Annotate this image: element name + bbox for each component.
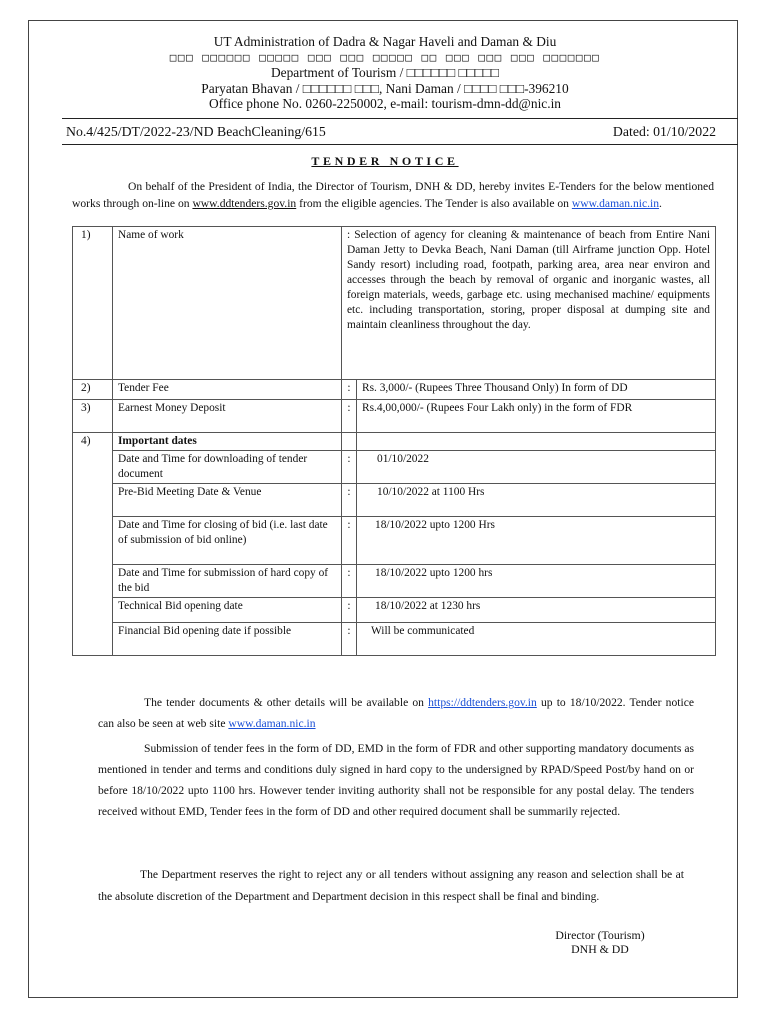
header-line-administration: UT Administration of Dadra & Nagar Haveli and Daman & Diu [213, 34, 557, 49]
row-colon: : [342, 484, 357, 517]
row-number: 3) [73, 400, 113, 433]
table-row [73, 598, 716, 623]
tender-fee-value: Rs. 3,000/- (Rupees Three Thousand Only) In form of DD [357, 380, 716, 400]
name-of-work-value: : Selection of agency for cleaning & maintenance of beach from Entire Nani Daman Jetty to Devka Beach, Nani Daman (till Airframe junction Opp. Hotel Sandy resort) including road, footpath, parking area, area near environ and accesses through the beach by removal of organic and inorganic wastes, all foreign materials, weeds, garbage etc. using mechanised machine/ equipments etc. including transportation, storing, proper disposal at dumping site and maintain cleanliness throughout the day. [342, 227, 716, 380]
submission-paragraph: Submission of tender fees in the form of DD, EMD in the form of FDR and other supporting mandatory documents as mentioned in tender and terms and conditions duly signed in hard copy to the undersigned by RPAD/Speed Post/by hand on or before 18/10/2022 upto 1100 hrs. However tender inviting authority shall not be responsible for any postal delay. The tenders received without EMD, Tender fees in the form of DD and other required document shall be summarily rejected. [98, 742, 694, 818]
date-value: 10/10/2022 at 1100 Hrs [357, 484, 716, 517]
row-number: 4) [73, 433, 113, 656]
table-row [73, 565, 716, 598]
date-value: 18/10/2022 upto 1200 Hrs [357, 517, 716, 565]
row-colon: : [342, 623, 357, 656]
signatory-title: Director (Tourism) [555, 928, 645, 942]
header-line-address: Paryatan Bhavan / □□□□□□ □□□, Nani Daman / □□□□ □□□-396210 [201, 80, 569, 96]
rights-paragraph: The Department reserves the right to reject any or all tenders without assigning any reason and selection shall be at the absolute discretion of the Department and Department decision in this respect shall be final and binding. [98, 868, 684, 903]
row-colon: : [342, 598, 357, 623]
important-dates-heading: Important dates [113, 433, 342, 451]
date-label: Pre-Bid Meeting Date & Venue [113, 484, 342, 517]
date-label: Date and Time for closing of bid (i.e. last date of submission of bid online) [113, 517, 342, 565]
header-divider-bottom [62, 144, 738, 145]
date-label: Date and Time for downloading of tender document [113, 451, 342, 484]
row-colon: : [342, 451, 357, 484]
row-colon: : [342, 400, 357, 433]
date-label: Technical Bid opening date [113, 598, 342, 623]
date-label: Financial Bid opening date if possible [113, 623, 342, 656]
date-value: Will be communicated [357, 623, 716, 656]
row-colon: : [342, 565, 357, 598]
row-label: Name of work [113, 227, 342, 380]
header-line-hindi: □□□ □□□□□□ □□□□□ □□□ □□□ □□□□□ □□ □□□ □□□ □□□ □□□□□□□ [169, 50, 601, 64]
daman-website-link-2[interactable]: www.daman.nic.in [228, 717, 316, 730]
reference-date: Dated: 01/10/2022 [612, 124, 716, 139]
daman-website-link[interactable]: www.daman.nic.in [571, 197, 660, 210]
intro-paragraph: On behalf of the President of India, the Director of Tourism, DNH & DD, hereby invites E-Tenders for the below mentioned works through on-line on www.ddtenders.gov.in from the eligible agencies. The Tender is also available on www.daman.nic.in. [72, 180, 714, 210]
table-row [73, 400, 716, 433]
row-label: Earnest Money Deposit [113, 400, 342, 433]
notice-title: TENDER NOTICE [311, 154, 459, 168]
table-row [73, 623, 716, 656]
row-label: Tender Fee [113, 380, 342, 400]
row-colon: : [342, 517, 357, 565]
letterhead [0, 34, 770, 112]
table-row [73, 517, 716, 565]
table-row [73, 433, 716, 451]
tender-details-table [72, 226, 716, 656]
table-row [73, 451, 716, 484]
table-row [73, 484, 716, 517]
date-value: 18/10/2022 upto 1200 hrs [357, 565, 716, 598]
row-colon: : [342, 380, 357, 400]
signatory-office: DNH & DD [571, 942, 629, 956]
emd-value: Rs.4,00,000/- (Rupees Four Lakh only) in the form of FDR [357, 400, 716, 433]
ddtenders-link[interactable]: www.ddtenders.gov.in [192, 197, 297, 210]
row-number: 2) [73, 380, 113, 400]
ddtenders-https-link[interactable]: https://ddtenders.gov.in [428, 696, 537, 709]
date-value: 01/10/2022 [357, 451, 716, 484]
date-label: Date and Time for submission of hard copy of the bid [113, 565, 342, 598]
reference-number: No.4/425/DT/2022-23/ND BeachCleaning/615 [66, 124, 326, 139]
date-value: 18/10/2022 at 1230 hrs [357, 598, 716, 623]
row-number: 1) [73, 227, 113, 380]
header-divider-top [62, 118, 738, 119]
table-row [73, 380, 716, 400]
signature-block [520, 928, 680, 956]
header-line-contact: Office phone No. 0260-2250002, e-mail: tourism-dmn-dd@nic.in [209, 96, 561, 112]
header-line-department: Department of Tourism / □□□□□□ □□□□□ [271, 65, 499, 81]
reference-line [66, 124, 716, 140]
availability-paragraph: The tender documents & other details will be available on https://ddtenders.gov.in up to 18/10/2022. Tender notice can also be seen at web site www.daman.nic.in [98, 696, 694, 730]
table-row [73, 227, 716, 380]
